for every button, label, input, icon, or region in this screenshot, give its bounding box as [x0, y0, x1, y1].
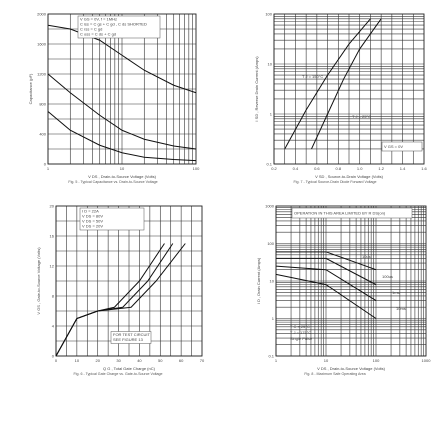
x-tick-label: 100	[372, 358, 380, 363]
x-tick-label: 10	[74, 358, 80, 363]
legend-entry: V DS = 20V	[82, 223, 104, 229]
chart-annotation: T C = 25°C	[290, 324, 310, 329]
x-tick-label: 1.0	[356, 166, 363, 171]
legend-entry: OPERATION IN THIS AREA LIMITED BY R DS(on)	[294, 210, 386, 216]
y-tick-label: 1000	[265, 203, 274, 209]
y-tick-label: 1	[269, 111, 272, 117]
y-axis-label: Capacitance (pF)	[28, 73, 33, 105]
x-tick-label: 20	[95, 358, 100, 363]
y-tick-label: 4	[51, 323, 54, 329]
y-tick-label: 1	[271, 315, 274, 321]
x-tick-label: 40	[137, 358, 142, 363]
y-tick-label: 8	[51, 293, 54, 299]
legend-entry: C iss = C gs + C gd , C ds SHORTED	[80, 21, 147, 27]
y-axis-label: V GS , Gate-to-Source Voltage (Volts)	[36, 247, 41, 315]
chart-annotation: 100us	[382, 274, 393, 279]
legend-entry: C rss = C gd	[80, 26, 103, 32]
x-tick-label: 1.4	[399, 166, 406, 171]
y-tick-label: 16	[49, 233, 54, 239]
chart-annotation: 1ms	[392, 290, 400, 295]
x-tick-label: 0	[54, 358, 58, 363]
y-tick-label: 0	[51, 353, 54, 359]
x-tick-label: 1	[274, 358, 278, 363]
y-tick-label: 400	[39, 131, 46, 137]
y-tick-label: 12	[49, 263, 54, 269]
figure-5-capacitance-chart	[18, 8, 223, 188]
x-tick-label: 1.2	[378, 166, 384, 171]
y-tick-label: 10	[267, 61, 272, 67]
x-tick-label: 1	[46, 166, 50, 171]
x-tick-label: 10	[119, 166, 125, 171]
x-tick-label: 0.6	[314, 166, 320, 171]
figure-6-gate-charge-chart	[18, 198, 223, 378]
grid	[274, 14, 424, 164]
x-tick-label: 50	[158, 358, 163, 363]
legend-entry: V GS = 0V	[384, 143, 404, 149]
x-tick-label: 10	[323, 358, 329, 363]
legend-entry: V GS = 0V, f = 1MHz	[80, 16, 117, 22]
x-tick-label: 100	[192, 166, 200, 171]
x-axis-label: V DS , Drain-to-Source Voltage (Volts)	[317, 366, 385, 371]
y-axis-label: I SD , Reverse Drain Current (Amps)	[254, 56, 259, 122]
chart-annotation: T J = 25°C	[352, 114, 371, 119]
legend-entry: V DS = 80V	[82, 213, 104, 219]
chart-annotation: Single Pulse	[290, 336, 313, 341]
x-tick-label: 1.6	[421, 166, 427, 171]
y-tick-label: 0.1	[268, 353, 274, 359]
x-axis-label: V DS , Drain-to-Source Voltage (Volts)	[88, 174, 156, 179]
y-tick-label: 100	[265, 11, 272, 17]
y-tick-label: 10	[269, 278, 274, 284]
legend-entry: V DS = 50V	[82, 218, 104, 224]
figure-8-safe-operating-area-chart	[232, 198, 437, 378]
chart-annotation: 10ms	[396, 306, 406, 311]
x-axis-label: Q G , Total Gate Charge (nC)	[103, 366, 155, 371]
x-tick-label: 60	[178, 358, 184, 363]
y-tick-label: 20	[49, 203, 54, 209]
y-tick-label: 1200	[37, 71, 46, 77]
x-tick-label: 0.4	[292, 166, 299, 171]
y-tick-label: 2000	[37, 11, 46, 17]
chart-annotation: T J = 175°C	[290, 330, 312, 335]
legend-entry: C oss = C ds + C gd	[80, 31, 117, 37]
y-axis-label: I D , Drain Current (Amps)	[256, 257, 261, 305]
x-axis-label: V SD , Source-to-Drain Voltage (Volts)	[315, 174, 383, 179]
figure-7-caption: Fig. 7 - Typical Source-Drain Diode Forward Voltage	[293, 180, 377, 184]
y-tick-label: 100	[267, 240, 274, 246]
chart-annotation: 10us	[362, 254, 371, 259]
y-tick-label: 1600	[37, 41, 46, 47]
y-tick-label: 0.1	[266, 161, 272, 167]
legend-entry: I D = 22A	[82, 208, 99, 214]
x-tick-label: 0.2	[271, 166, 277, 171]
chart-annotation: T J = 150°C	[302, 74, 324, 79]
y-tick-label: 0	[43, 161, 46, 167]
x-tick-label: 30	[116, 358, 121, 363]
chart-annotation: SEE FIGURE 13	[113, 337, 143, 342]
y-tick-label: 800	[39, 101, 46, 107]
figure-6-caption: Fig. 6 - Typical Gate Charge vs. Gate-to-Source Voltage	[73, 372, 163, 376]
x-tick-label: 1000	[421, 358, 431, 363]
x-tick-label: 70	[199, 358, 205, 363]
figure-5-caption: Fig. 5 - Typical Capacitance vs. Drain-to-Source Voltage	[68, 180, 158, 184]
x-tick-label: 0.8	[335, 166, 342, 171]
figure-7-diode-forward-voltage-chart	[232, 8, 437, 188]
chart-annotation: FOR TEST CIRCUIT	[113, 332, 150, 337]
figure-8-caption: Fig. 8 - Maximum Safe Operating Area	[304, 372, 366, 376]
